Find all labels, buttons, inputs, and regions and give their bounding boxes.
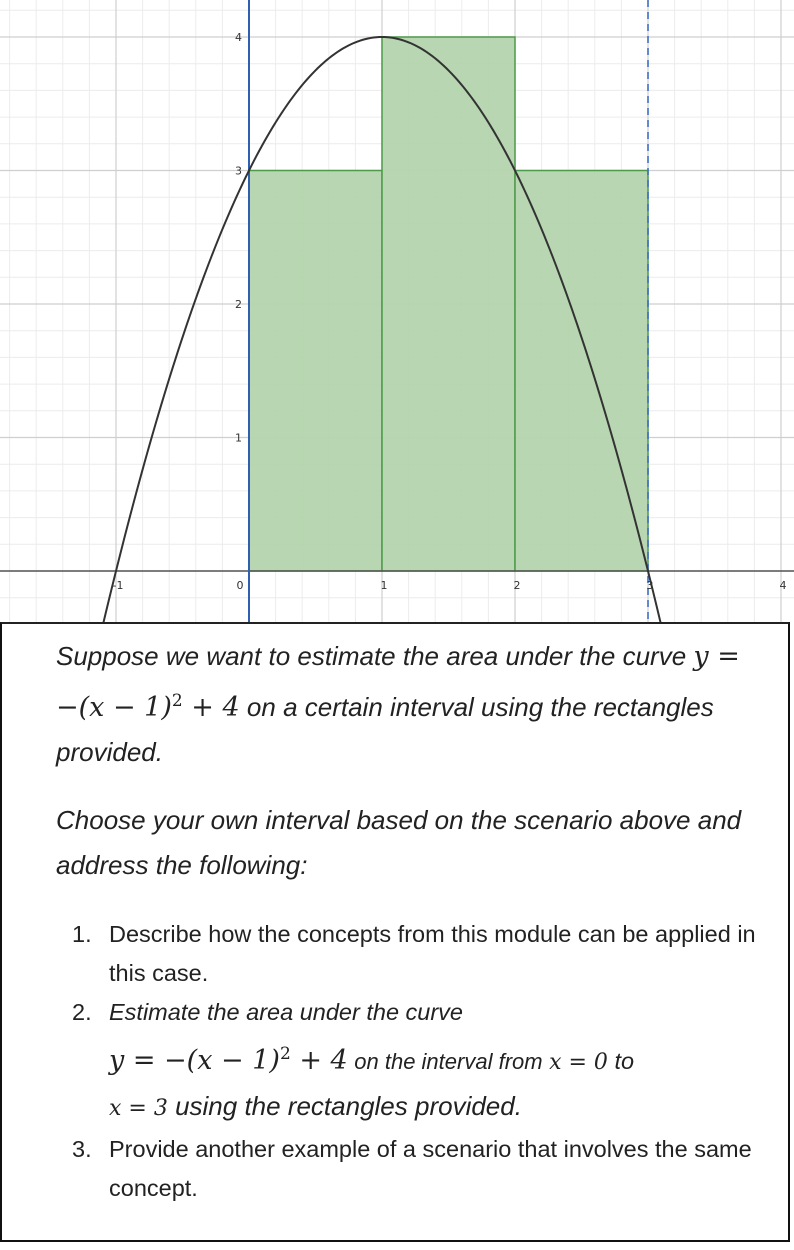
y-tick-label: 3	[235, 164, 242, 178]
task-3-text: Provide another example of a scenario that involves the same concept.	[109, 1136, 752, 1201]
function-graph	[0, 0, 794, 622]
intro-text-2: on a certain interval using the rectangles provided.	[56, 692, 714, 767]
x-tick-label: 3	[646, 579, 654, 592]
task-2-x0: x = 0	[549, 1050, 608, 1075]
task-2-interval-text: on the interval from	[354, 1049, 543, 1074]
task-2-x3: x = 3	[109, 1096, 168, 1121]
list-item	[72, 1130, 762, 1208]
item-number: 3.	[72, 1136, 92, 1162]
riemann-rectangle-3	[515, 171, 648, 572]
x-tick-label: 2	[513, 579, 521, 592]
x-tick-label: 0	[236, 579, 244, 592]
item-number: 2.	[72, 999, 92, 1025]
riemann-rectangle-1	[249, 171, 382, 572]
question-panel	[0, 622, 790, 1242]
item-number: 1.	[72, 921, 92, 947]
task-2-end: using the rectangles provided.	[175, 1091, 522, 1121]
intro-formula: $y = -(x - 1)^2 + 4$	[56, 641, 740, 723]
graph-canvas	[0, 0, 794, 622]
x-tick-label: 1	[380, 579, 388, 592]
task-2-to: to	[614, 1048, 635, 1074]
x-tick-label: -1	[112, 579, 124, 592]
task-2-line-1: Estimate the area under the curve	[109, 999, 464, 1025]
x-tick-label: 4	[779, 579, 787, 592]
intro-paragraph	[56, 634, 756, 775]
task-list	[72, 915, 762, 1208]
y-tick-label: 4	[235, 31, 242, 44]
list-item	[72, 993, 762, 1130]
y-tick-label: 1	[235, 431, 242, 445]
task-2-formula: $y = -(x - 1)^2 + 4$	[109, 1044, 348, 1076]
task-2-line-3	[109, 1085, 762, 1130]
prompt-paragraph: Choose your own interval based on the scenario above and address the following:	[56, 805, 742, 880]
task-2-line-2	[109, 1032, 762, 1085]
intro-text-1: Suppose we want to estimate the area under the curve	[56, 641, 687, 671]
task-1-text: Describe how the concepts from this module can be applied in this case.	[109, 921, 756, 986]
riemann-rectangle-2	[382, 37, 515, 571]
list-item	[72, 915, 762, 993]
y-tick-label: 2	[235, 298, 242, 311]
